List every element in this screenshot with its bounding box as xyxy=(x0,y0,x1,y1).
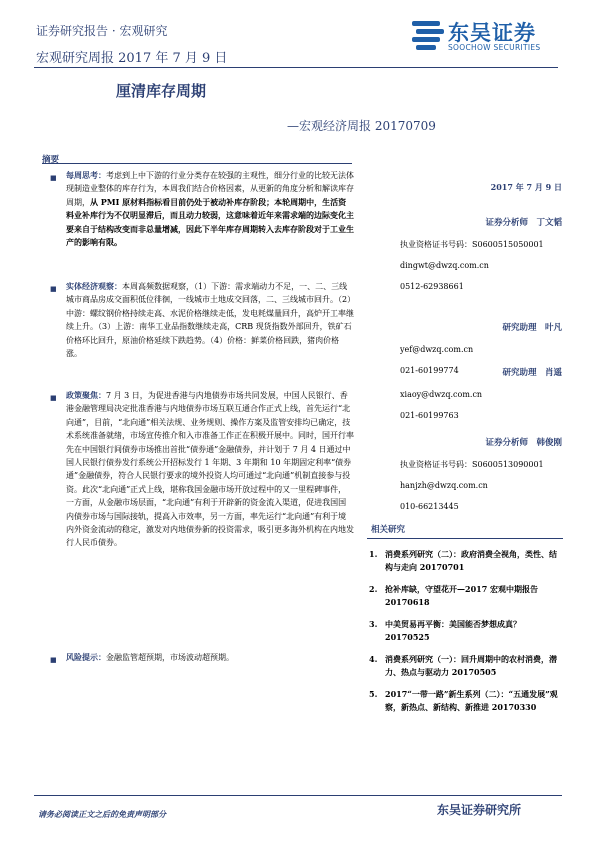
bullet-emphasis: 从 PMI 原材料指标看目前仍处于被动补库存阶段；本轮周期中，生活资料业补库行为不仅明显滞后，而且动力较弱，这意味着近年来需求端的边际变化主要来自于结构改变而非总量增减，因此下半年库存周期转入去库存阶段对于工业生产的影响有限。 xyxy=(66,196,354,248)
analyst-name: 证券分析师 丁文韬 xyxy=(485,218,562,228)
square-bullet-icon: ■ xyxy=(50,393,57,402)
analyst-name: 研究助理 肖遥 xyxy=(502,368,562,378)
analyst-name: 证券分析师 韩俊刚 xyxy=(485,438,562,448)
company-logo xyxy=(412,17,562,57)
related-item-number: 5. xyxy=(369,689,378,699)
bullet-lead: 风险提示： xyxy=(66,652,106,662)
analyst-license: 执业资格证书号码：S0600515050001 xyxy=(400,240,544,249)
related-divider xyxy=(367,538,563,539)
analyst-license: 执业资格证书号码：S0600513090001 xyxy=(400,460,544,469)
bullet-text: 7 月 3 日，为促进香港与内地债券市场共同发展，中国人民银行、香港金融管理局决定批准香港与内地债券市场互联互通合作正式上线，首先运行“北向通”，目前，“北向通”相关法规、业务规则、操作方案及监管安排均已确定，技术系统准备就绪，市场宣传推介和入市准备工作正在积极开展中。同时，国开行率先在中国银行间债券市场推出首批“债券通”金融债券，并计划于 7 月 4 日通过中国人民银行债券发行系统公开招标发行 1 年期、3 年期和 10 年期固定利率“债券通”金融债券，符合人民银行要求的境外投资人均可通过“北向通”机制直接参与投资。此次“北向通”正式上线，堪称我国金融市场开放过程中的又一里程碑事件，一方面，从金融市场层面，“北向通”有利于开辟新的资金流入渠道，促进我国国内债券市场与国际接轨，提高入市效率，另一方面，率先运行“北向通”有利于境内外资金流动的稳定，激发对内地债券新的投资需求，吸引更多海外机构在内地发行人民币债券。 xyxy=(66,391,354,548)
report-header-title: 宏观研究周报 2017 年 7 月 9 日 xyxy=(36,51,228,66)
footer-organization: 东吴证券研究所 xyxy=(437,803,522,817)
footer-divider xyxy=(34,795,562,796)
analyst-phone: 021-60199763 xyxy=(400,411,459,420)
analyst-phone: 0512-62938661 xyxy=(400,282,464,291)
related-research xyxy=(367,523,563,723)
related-item-number: 4. xyxy=(369,654,378,664)
analyst-block xyxy=(400,367,562,422)
report-series: 证券研究报告 · 宏观研究 xyxy=(36,24,168,38)
summary-bullet xyxy=(44,651,354,667)
report-date: 2017 年 7 月 9 日 xyxy=(490,182,562,192)
analyst-phone: 010-66213445 xyxy=(400,502,459,511)
disclaimer-note: 请务必阅读正文之后的免责声明部分 xyxy=(38,809,166,819)
analyst-email[interactable]: dingwt@dwzq.com.cn xyxy=(400,261,489,270)
logo-name-en: SOOCHOW SECURITIES xyxy=(448,43,541,52)
page-subtitle: —宏观经济周报 20170709 xyxy=(287,119,436,133)
related-item-text: 中美贸易再平衡：美国能否梦想成真？20170525 xyxy=(385,619,521,642)
analyst-email[interactable]: hanjzh@dwzq.com.cn xyxy=(400,481,488,490)
logo-mark-icon xyxy=(412,21,444,49)
bullet-lead: 每周思考： xyxy=(66,170,106,180)
related-item[interactable] xyxy=(367,583,563,609)
related-item-number: 3. xyxy=(369,619,378,629)
related-item-text: 抢补库缺，守望花开—2017 宏观中期报告 20170618 xyxy=(385,584,539,607)
header-divider xyxy=(34,67,558,68)
related-item-text: 消费系列研究（一）：回升周期中的农村消费，潜力、热点与驱动力 20170505 xyxy=(385,654,557,677)
related-item-text: 2017“一带一路”新生系列（二）：“五通发展”观察，新热点、新结构、新推进 20170330 xyxy=(385,689,558,712)
bullet-lead: 实体经济观察： xyxy=(66,281,122,291)
related-item[interactable] xyxy=(367,548,563,574)
analyst-email[interactable]: yef@dwzq.com.cn xyxy=(400,345,474,354)
bullet-text: 金融监管超预期，市场波动超预期。 xyxy=(106,653,234,662)
summary-divider xyxy=(42,163,352,164)
analyst-block xyxy=(400,217,562,293)
summary-bullet xyxy=(44,280,354,389)
analyst-phone: 021-60199774 xyxy=(400,366,459,375)
page-title: 厘清库存周期 xyxy=(116,82,207,100)
analyst-name: 研究助理 叶凡 xyxy=(502,323,562,333)
square-bullet-icon: ■ xyxy=(50,655,57,664)
related-item-text: 消费系列研究（二）：政府消费全视角，类性、结构与走向 20170701 xyxy=(385,549,557,572)
related-item[interactable] xyxy=(367,688,563,714)
related-list xyxy=(367,548,563,714)
square-bullet-icon: ■ xyxy=(50,173,57,182)
analyst-email[interactable]: xiaoy@dwzq.com.cn xyxy=(400,390,483,399)
analyst-block xyxy=(400,437,562,513)
bullet-text: 本周高频数据观察，（1）下游：需求端动力不足，一、二、三线城市商品房成交面积低位徘徊，一线城市土地成交回落，二、三线城市回升。（2）中游：螺纹钢价格持续走高、水泥价格继续走低，发电耗煤量回升，高炉开工率继续上升。（3）上游：南华工业品指数继续走高，CRB 现货指数外部回升，铁矿石价格环比回升，原油价格延续下跌趋势。（4）价格：鲜菜价格回跌，猪肉价格涨。 xyxy=(66,282,354,359)
summary-heading: 摘要 xyxy=(42,155,60,165)
related-item-number: 2. xyxy=(369,584,378,594)
square-bullet-icon: ■ xyxy=(50,284,57,293)
summary-bullet xyxy=(44,389,354,651)
summary-bullets xyxy=(44,169,354,667)
bullet-text: 考虑到上中下游的行业分类存在较强的主观性，细分行业的比较无法体现制造业整体的库存行为，本周我们结合价格因素，从更新的角度分析和解读库存周期， xyxy=(66,171,354,207)
summary-bullet xyxy=(44,169,354,280)
logo-name-cn: 东吴证券 xyxy=(448,21,536,45)
related-research-heading: 相关研究 xyxy=(371,525,406,535)
bullet-lead: 政策聚焦： xyxy=(66,390,106,400)
related-item-number: 1. xyxy=(369,549,378,559)
related-item[interactable] xyxy=(367,653,563,679)
related-item[interactable] xyxy=(367,618,563,644)
